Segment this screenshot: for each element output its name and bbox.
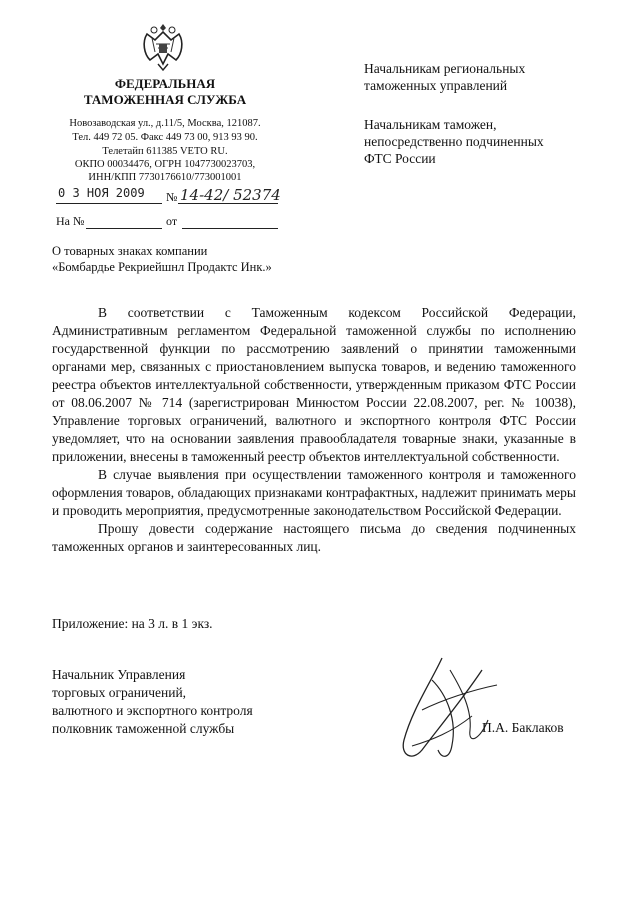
attachment-note: Приложение: на 3 л. в 1 экз. bbox=[52, 616, 213, 631]
subject-line2: «Бомбардье Рекриейшнл Продактс Инк.» bbox=[52, 260, 272, 274]
ref-number-label: На № bbox=[56, 214, 85, 228]
signatory-line4: полковник таможенной службы bbox=[52, 721, 235, 736]
date-underline bbox=[56, 203, 162, 204]
org-name-line1: ФЕДЕРАЛЬНАЯ bbox=[114, 76, 216, 91]
signatory-line2: торговых ограничений, bbox=[52, 685, 187, 700]
ref-from-underline bbox=[182, 228, 278, 229]
subject-line1: О товарных знаках компании bbox=[52, 244, 208, 258]
signatory-line1: Начальник Управления bbox=[52, 667, 186, 682]
org-address-line4: ОКПО 00034476, ОГРН 1047730023703, bbox=[74, 159, 256, 170]
org-address-line5: ИНН/КПП 7730176610/773001001 bbox=[88, 172, 242, 183]
signatory-name: П.А. Баклаков bbox=[482, 720, 564, 735]
ref-from-label: от bbox=[166, 214, 178, 228]
org-address-line2: Тел. 449 72 05. Факс 449 73 00, 913 93 90. bbox=[72, 132, 258, 143]
recipient-1-line1: Начальникам региональных bbox=[364, 61, 526, 76]
letter-body bbox=[52, 304, 576, 556]
ref-number-underline bbox=[86, 228, 162, 229]
recipient-2-line1: Начальникам таможен, bbox=[364, 117, 497, 132]
org-name-line2: ТАМОЖЕННАЯ СЛУЖБА bbox=[83, 92, 247, 107]
registration-date: 0 3 НОЯ 2009 bbox=[58, 186, 145, 200]
handwritten-signature bbox=[392, 650, 502, 770]
number-label: № bbox=[166, 190, 178, 204]
registration-number: 14-42/ 52374 bbox=[180, 186, 281, 204]
signatory-line3: валютного и экспортного контроля bbox=[52, 703, 253, 718]
number-underline bbox=[178, 203, 278, 204]
body-paragraph-2: В случае выявления при осуществлении таможенного контроля и таможенного оформления товаров, обладающих признаками контрафактных, надлежит принимать меры и проводить мероприятия, предусмотренные законодательством Российской Федерации. bbox=[52, 467, 576, 518]
org-address-line1: Новозаводская ул., д.11/5, Москва, 121087. bbox=[69, 118, 261, 129]
recipient-2-line2: непосредственно подчиненных bbox=[364, 134, 544, 149]
recipient-1-line2: таможенных управлений bbox=[364, 78, 508, 93]
org-address-line3: Телетайп 611385 VETO RU. bbox=[102, 146, 228, 157]
body-paragraph-3: Прошу довести содержание настоящего письма до сведения подчиненных таможенных органов и заинтересованных лиц. bbox=[52, 521, 576, 554]
coat-of-arms-emblem bbox=[138, 20, 188, 74]
body-paragraph-1: В соответствии с Таможенным кодексом Российской Федерации, Административным регламентом Федеральной таможенной службы по исполнению государственной функции по рассмотрению заявлений о принятии таможенными органами мер, связанных с приостановлением выпуска товаров, и ведению таможенного реестра объектов интеллектуальной собственности, утвержденным приказом ФТС России от 08.06.2007 № 714 (зарегистрирован Минюстом России 22.08.2007, рег. № 10038), Управление торговых ограничений, валютного и экспортного контроля ФТС России уведомляет, что на основании заявления правообладателя товарные знаки, указанные в приложении, внесены в таможенный реестр объектов интеллектуальной собственности. bbox=[52, 305, 576, 464]
recipient-2-line3: ФТС России bbox=[364, 151, 436, 166]
